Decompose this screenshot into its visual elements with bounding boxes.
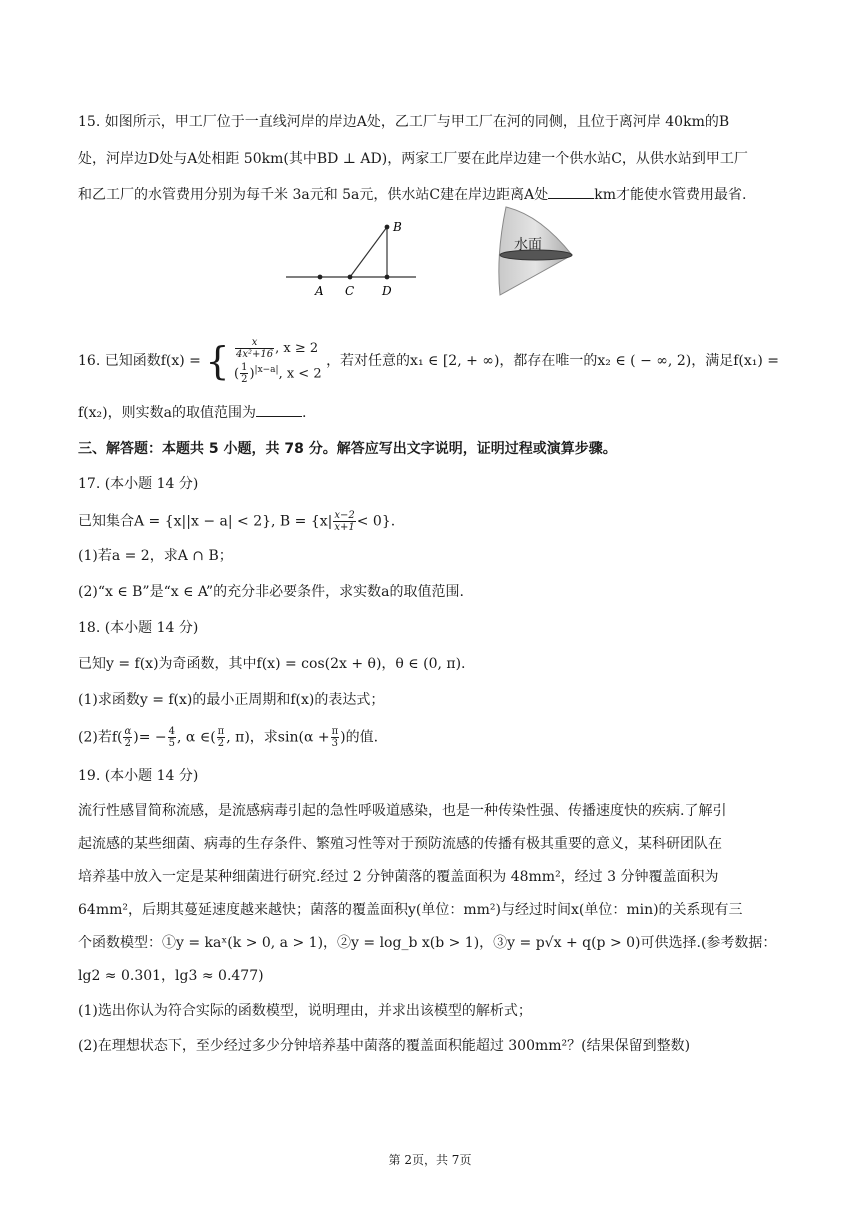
q18-four-fifths [168, 726, 176, 749]
label-b: B [393, 220, 402, 234]
q19-header: 19. (本小题 14 分) [78, 768, 199, 784]
point-b [385, 225, 390, 230]
q16-prefix: 16. 已知函数f(x) = [78, 353, 201, 370]
pi-third-numerator: π [331, 726, 339, 737]
q15-line-3 [78, 184, 746, 205]
case1-fraction [235, 337, 274, 360]
case1-condition: , x ≥ 2 [275, 341, 319, 356]
pi-half-denominator: 2 [217, 738, 225, 749]
q17-fraction-numerator: x−2 [334, 510, 355, 521]
q15-line-2: 处，河岸边D处与A处相距 50km(其中BD ⊥ AD)，两家工厂要在此岸边建一个供水站C，从供水站到甲工厂 [78, 151, 748, 167]
q17-fraction [333, 510, 355, 533]
four-fifths-denominator: 5 [168, 738, 176, 749]
case2-base-fraction [240, 362, 248, 385]
q19-line-3: 培养基中放入一定是某种细菌进行研究.经过 2 分钟菌落的覆盖面积为 48mm²，经过 3 分钟覆盖面积为 [78, 869, 719, 885]
q16-line-1 [78, 337, 779, 385]
label-d: D [382, 284, 392, 298]
q15-line-1: 15. 如图所示，甲工厂位于一直线河岸的岸边A处，乙工厂与甲工厂在河的同侧，且位于离河岸 40km的B [78, 114, 730, 130]
q18-part-2-text-b: = − [138, 729, 167, 746]
answer-blank-15 [548, 184, 594, 199]
q18-header: 18. (本小题 14 分) [78, 620, 199, 636]
label-a: A [315, 284, 324, 298]
q18-stem: 已知y = f(x)为奇函数，其中f(x) = cos(2x + θ)，θ ∈ (0, π). [78, 656, 466, 672]
point-d [385, 275, 390, 280]
q18-pi-third [331, 726, 340, 749]
q18-part-2-text-c: , α ∈ [177, 729, 211, 746]
q19-line-4: 64mm²，后期其蔓延速度越来越快；菌落的覆盖面积y(单位：mm²)与经过时间x(单位：min)的关系现有三 [78, 902, 743, 918]
case2-base-denominator: 2 [241, 374, 248, 386]
q18-part-2-text-a: (2)若f [78, 729, 118, 746]
q19-part-2: (2)在理想状态下，至少经过多少分钟培养基中菌落的覆盖面积能超过 300mm²？(结果保留到整数) [78, 1038, 691, 1054]
q18-part-1: (1)求函数y = f(x)的最小正周期和f(x)的表达式； [78, 692, 385, 708]
q17-part-1: (1)若a = 2，求A ∩ B； [78, 548, 233, 564]
case2-base-numerator: 1 [241, 362, 248, 374]
q17-header: 17. (本小题 14 分) [78, 476, 199, 492]
piecewise-brace: { [205, 339, 230, 384]
q18-part-2: (2)若f( $\frac{\alpha}{2}$ )= − $\frac{4}{5}$ , α ∈( $\frac{\pi}{2}$ , π)，求sin(α + $\frac{\pi}{3}$ )的值. [78, 726, 379, 749]
point-c [348, 275, 353, 280]
q16-line-2 [78, 402, 306, 423]
water-surface-label: 水面 [514, 237, 542, 253]
q17-stem-tail: < 0}. [356, 513, 396, 530]
point-a [318, 275, 323, 280]
four-fifths-numerator: 4 [168, 726, 176, 737]
label-c: C [345, 284, 355, 298]
q19-line-5: 个函数模型：①y = kaˣ(k > 0, a > 1)，②y = log_b x(b > 1)，③y = p√x + q(p > 0)可供选择.(参考数据： [78, 935, 777, 951]
q16-suffix: ，若对任意的x₁ ∈ [2, + ∞)，都存在唯一的x₂ ∈ ( − ∞, 2)，满足f(x₁) = [326, 353, 779, 370]
cone-figure [490, 205, 580, 300]
pi-half-numerator: π [217, 726, 225, 737]
q18-part-2-text-e: )的值. [340, 729, 379, 746]
q16-line-2-text: f(x₂)，则实数a的取值范围为 [78, 405, 256, 421]
q18-part-2-text-d: , π)，求sin(α + [226, 729, 330, 746]
section-3-heading: 三、解答题：本题共 5 小题，共 78 分。解答应写出文字说明，证明过程或演算步骤。 [78, 441, 617, 457]
alpha-denominator: 2 [124, 738, 132, 749]
segment-cb [350, 227, 387, 277]
page-footer: 第 2页，共 7页 [388, 1153, 472, 1167]
q15-line-3-text: 和乙工厂的水管费用分别为每千米 3a元和 5a元，供水站C建在岸边距离A处 [78, 187, 549, 203]
q17-fraction-denominator: x+1 [334, 522, 355, 533]
q17-stem [78, 510, 395, 533]
q19-line-1: 流行性感冒简称流感，是流感病毒引起的急性呼吸道感染，也是一种传染性强、传播速度快的疾病.了解引 [78, 803, 727, 819]
piecewise-case-2: ( $\frac{1}{2}$ )$^{|x-a|}$, x < 2 [234, 362, 322, 386]
piecewise-case-1 [234, 337, 322, 360]
q17-stem-text: 已知集合A = {x||x − a| < 2}, B = {x| [78, 513, 333, 530]
q15-line-3-tail: km才能使水管费用最省. [594, 187, 747, 203]
case1-denominator: 4x²+16 [236, 349, 274, 360]
q19-line-6: lg2 ≈ 0.301，lg3 ≈ 0.477) [78, 968, 264, 984]
q18-pi-half [217, 726, 226, 749]
alpha-numerator: α [124, 726, 132, 737]
answer-blank-16 [256, 402, 302, 417]
pi-third-denominator: 3 [331, 738, 339, 749]
case2-exponent: |x−a| [254, 365, 279, 375]
river-diagram [280, 215, 420, 300]
case2-condition: , x < 2 [278, 366, 322, 382]
q19-line-2: 起流感的某些细菌、病毒的生存条件、繁殖习性等对于预防流感的传播有极其重要的意义，某科研团队在 [78, 836, 722, 852]
q17-part-2: (2)“x ∈ B”是“x ∈ A”的充分非必要条件，求实数a的取值范围. [78, 584, 464, 600]
q19-part-1: (1)选出你认为符合实际的函数模型，说明理由，并求出该模型的解析式； [78, 1003, 532, 1019]
q18-alpha-half [123, 726, 132, 749]
q16-line-2-tail: . [301, 405, 307, 421]
piecewise-cases [234, 337, 322, 385]
case1-numerator: x [235, 337, 274, 349]
